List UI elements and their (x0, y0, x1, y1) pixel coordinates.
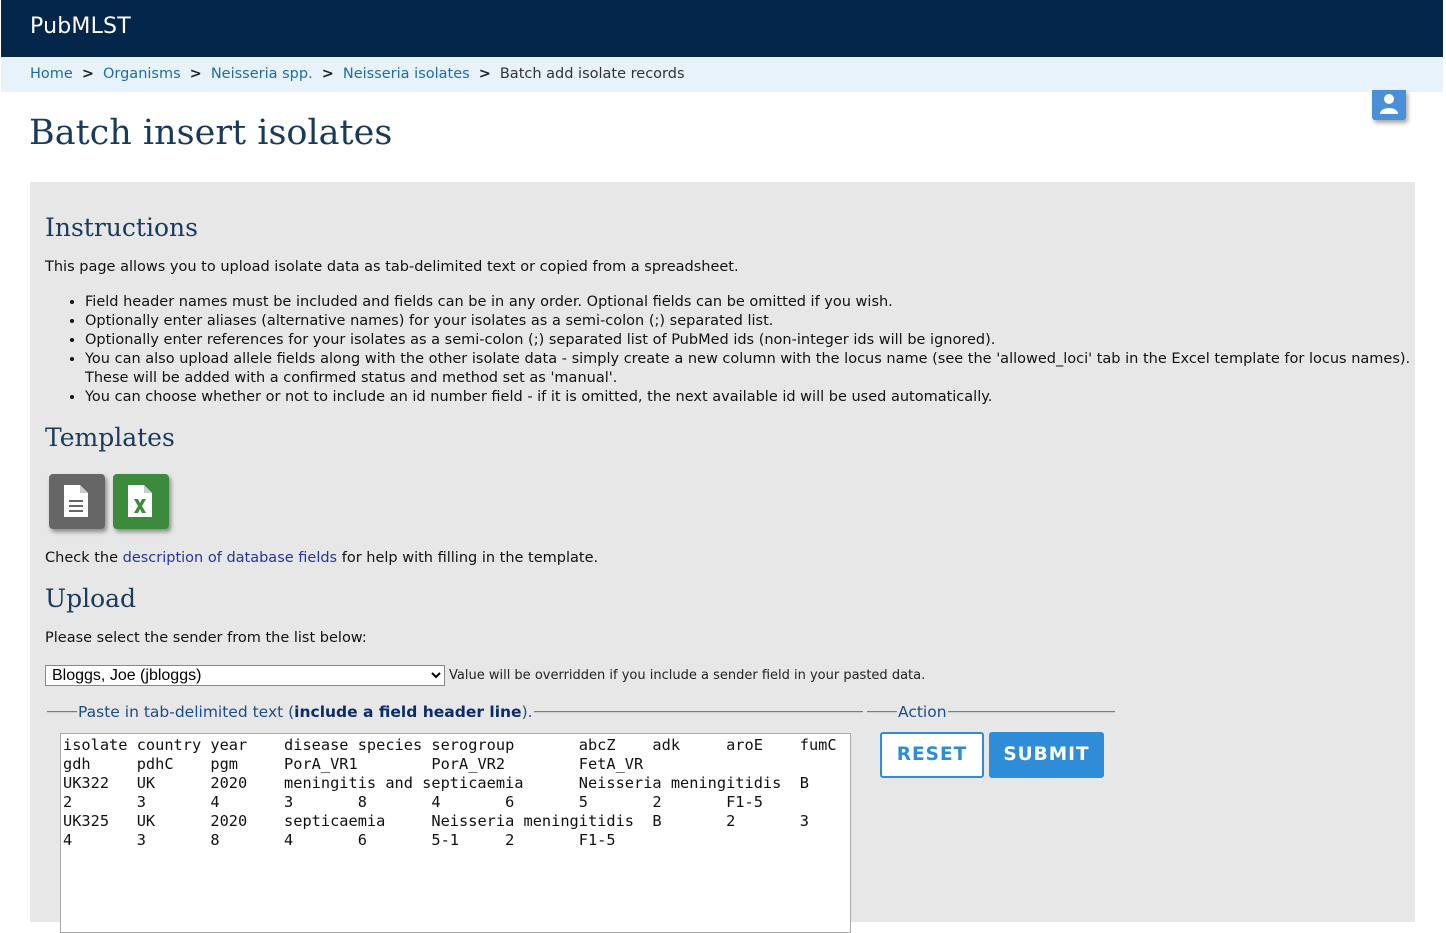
file-text-icon (62, 484, 90, 518)
breadcrumb-bar (1, 57, 1443, 92)
sender-prompt: Please select the sender from the list below: (45, 630, 367, 646)
top-navbar (1, 0, 1443, 57)
download-text-template-button[interactable] (49, 474, 105, 529)
breadcrumb-separator: > (189, 66, 202, 82)
reset-button[interactable]: RESET (880, 732, 984, 778)
breadcrumb-home[interactable]: Home (30, 66, 73, 82)
breadcrumb-organisms[interactable]: Organisms (102, 66, 181, 82)
instructions-heading: Instructions (45, 213, 198, 242)
instructions-intro: This page allows you to upload isolate data as tab-delimited text or copied from a spreadsheet. (45, 259, 739, 275)
template-help-text (45, 550, 598, 566)
instruction-item: • Field header names must be included and fields can be in any order. Optional fields can be omitted if you wish. (85, 293, 1446, 312)
breadcrumb-current: Batch add isolate records (499, 66, 685, 82)
breadcrumb (30, 66, 685, 82)
instructions-list (45, 293, 1446, 407)
sender-select[interactable] (45, 665, 445, 686)
database-fields-link[interactable]: description of database fields (122, 550, 338, 566)
instruction-item: • Optionally enter aliases (alternative names) for your isolates as a semi-colon (;) separated list. (85, 312, 1446, 331)
user-icon (1379, 93, 1399, 115)
download-excel-template-button[interactable] (113, 474, 169, 529)
template-help-suffix: for help with filling in the template. (337, 550, 599, 566)
paste-legend-suffix: ). (521, 703, 533, 721)
submit-button[interactable]: SUBMIT (989, 732, 1104, 778)
templates-heading: Templates (45, 423, 175, 452)
paste-data-textarea[interactable] (60, 733, 851, 933)
instruction-item: • You can also upload allele fields along with the other isolate data - simply create a new column with the locus name (see the 'allowed_loci' tab in the Excel template for locus names). These will be added with a confirmed status and method set as 'manual'. (85, 350, 1446, 388)
paste-legend-bold: include a field header line (294, 703, 522, 721)
breadcrumb-neisseria-isolates[interactable]: Neisseria isolates (342, 66, 470, 82)
sender-note: Value will be overridden if you include a sender field in your pasted data. (449, 668, 926, 683)
action-legend: Action (898, 703, 947, 721)
site-brand[interactable]: PubMLST (30, 14, 131, 39)
instruction-item: • Optionally enter references for your isolates as a semi-colon (;) separated list of PubMed ids (non-integer ids will be ignored). (85, 331, 1446, 350)
paste-legend-prefix: Paste in tab-delimited text ( (78, 703, 295, 721)
instruction-item: • You can choose whether or not to include an id number field - if it is omitted, the next available id will be used automatically. (85, 388, 1446, 407)
user-menu-button[interactable] (1372, 90, 1406, 120)
file-excel-icon (126, 484, 154, 518)
breadcrumb-separator: > (321, 66, 334, 82)
paste-legend (77, 703, 534, 721)
breadcrumb-separator: > (81, 66, 94, 82)
page-title: Batch insert isolates (29, 113, 393, 153)
upload-heading: Upload (45, 584, 137, 613)
template-help-prefix: Check the (45, 550, 123, 566)
breadcrumb-neisseria-spp[interactable]: Neisseria spp. (210, 66, 313, 82)
breadcrumb-separator: > (478, 66, 491, 82)
